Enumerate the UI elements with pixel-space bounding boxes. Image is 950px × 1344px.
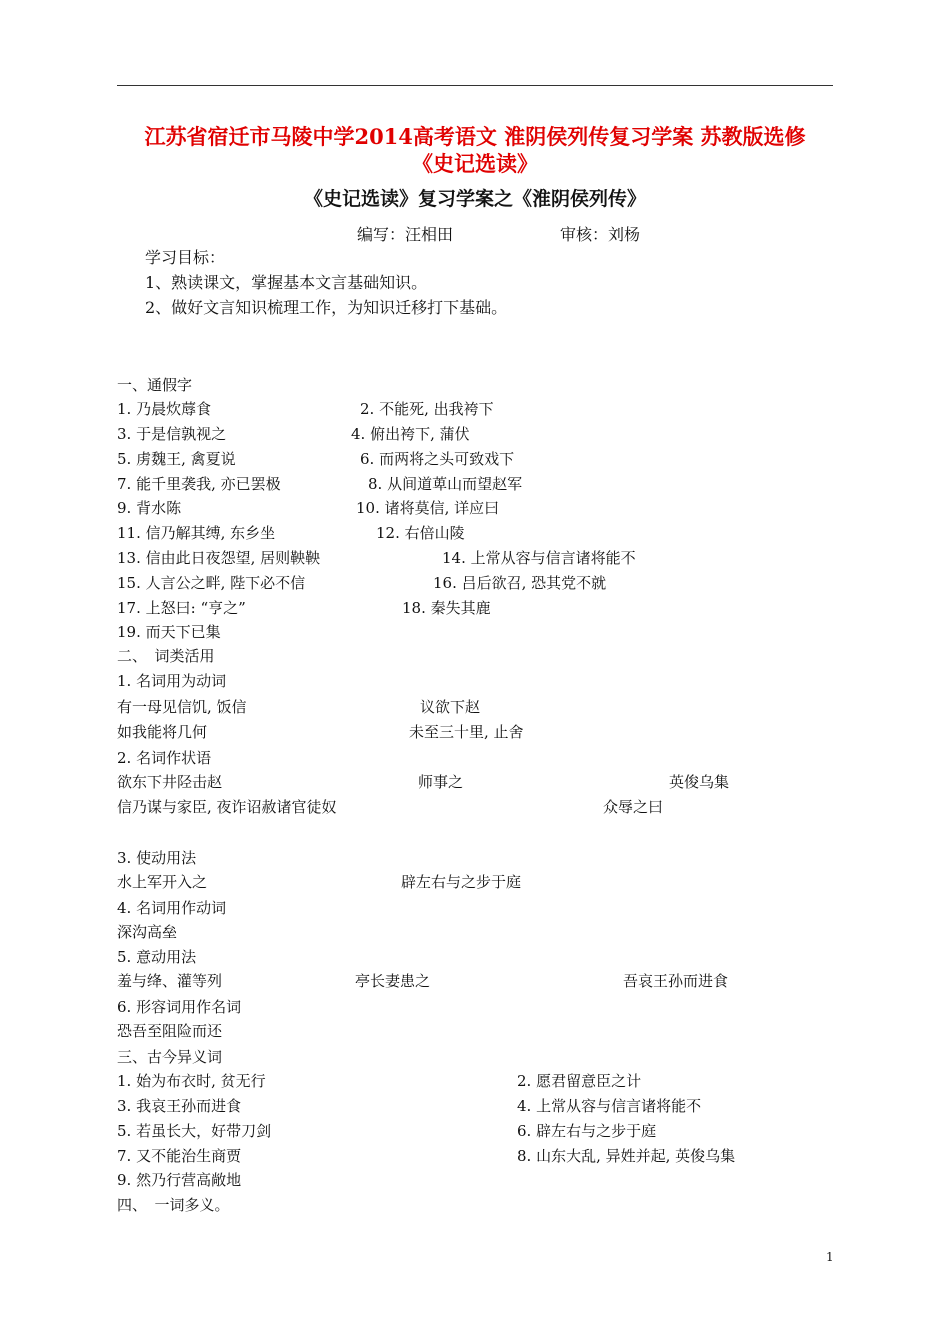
exercise-item: 6. 辟左右与之步于庭	[517, 1122, 657, 1140]
header-rule	[117, 85, 833, 86]
document-title-line1: 江苏省宿迁市马陵中学2014高考语文 淮阴侯列传复习学案 苏教版选修	[144, 124, 806, 149]
exercise-item: 英俊乌集	[669, 773, 730, 791]
exercise-item: 8. 从间道萆山而望赵军	[368, 475, 523, 493]
document-title-line2: 《史记选读》	[412, 151, 538, 176]
exercise-item: 有一母见信饥, 饭信	[117, 698, 247, 716]
subsection-heading: 6. 形容词用作名词	[117, 998, 242, 1016]
exercise-item: 信乃谋与家臣, 夜诈诏赦诸官徒奴	[117, 798, 337, 816]
subsection-heading: 2. 名词作状语	[117, 749, 212, 767]
exercise-item: 恐吾至阻险而还	[117, 1022, 223, 1040]
exercise-item: 11. 信乃解其缚, 东乡坐	[117, 524, 276, 542]
section-heading: 二、 词类活用	[117, 647, 215, 665]
subsection-heading: 5. 意动用法	[117, 948, 197, 966]
author-credit: 编写：汪相田	[357, 225, 454, 244]
exercise-item: 众辱之曰	[603, 798, 664, 816]
exercise-item: 深沟高垒	[117, 923, 178, 941]
exercise-item: 17. 上怒曰: “亨之”	[117, 599, 246, 617]
goal-item: 1、熟读课文，掌握基本文言基础知识。	[145, 273, 428, 292]
exercise-item: 7. 又不能治生商贾	[117, 1147, 242, 1165]
exercise-item: 19. 而天下已集	[117, 623, 221, 641]
exercise-item: 6. 而两将之头可致戏下	[360, 450, 515, 468]
exercise-item: 议欲下赵	[420, 698, 481, 716]
exercise-item: 10. 诸将莫信, 详应曰	[356, 499, 500, 517]
subsection-heading: 3. 使动用法	[117, 849, 197, 867]
exercise-item: 辟左右与之步于庭	[401, 873, 522, 891]
exercise-item: 7. 能千里袭我, 亦已罢极	[117, 475, 281, 493]
exercise-item: 3. 于是信孰视之	[117, 425, 227, 443]
section-heading: 三、古今异义词	[117, 1048, 223, 1066]
exercise-item: 吾哀王孙而进食	[623, 972, 729, 990]
goal-item: 2、做好文言知识梳理工作，为知识迁移打下基础。	[145, 298, 508, 317]
exercise-item: 3. 我哀王孙而进食	[117, 1097, 242, 1115]
exercise-item: 4. 俯出袴下, 蒲伏	[351, 425, 470, 443]
exercise-item: 1. 乃晨炊蓐食	[117, 400, 212, 418]
goals-label: 学习目标：	[145, 248, 226, 267]
section-heading: 一、通假字	[117, 376, 193, 394]
section-heading: 四、 一词多义。	[117, 1196, 230, 1214]
exercise-item: 8. 山东大乱, 异姓并起, 英俊乌集	[517, 1147, 736, 1165]
exercise-item: 水上军开入之	[117, 873, 208, 891]
exercise-item: 亭长妻患之	[355, 972, 431, 990]
exercise-item: 14. 上常从容与信言诸将能不	[442, 549, 636, 567]
exercise-item: 2. 不能死, 出我袴下	[360, 400, 494, 418]
exercise-item: 欲东下井陉击赵	[117, 773, 223, 791]
exercise-item: 2. 愿君留意臣之计	[517, 1072, 642, 1090]
exercise-item: 18. 秦失其鹿	[402, 599, 491, 617]
exercise-item: 5. 若虽长大，好带刀剑	[117, 1122, 272, 1140]
exercise-item: 4. 上常从容与信言诸将能不	[517, 1097, 702, 1115]
exercise-item: 9. 然乃行营高敞地	[117, 1171, 242, 1189]
page-number: 1	[826, 1250, 834, 1264]
exercise-item: 未至三十里, 止舍	[409, 723, 524, 741]
document-subtitle: 《史记选读》复习学案之《淮阴侯列传》	[303, 188, 646, 210]
subsection-heading: 1. 名词用为动词	[117, 672, 227, 690]
exercise-item: 羞与绛、灌等列	[117, 972, 223, 990]
exercise-item: 5. 虏魏王, 禽夏说	[117, 450, 236, 468]
exercise-item: 12. 右倍山陵	[376, 524, 465, 542]
reviewer-credit: 审核：刘杨	[560, 225, 641, 244]
exercise-item: 15. 人言公之畔, 陛下必不信	[117, 574, 306, 592]
exercise-item: 13. 信由此日夜怨望, 居则鞅鞅	[117, 549, 321, 567]
exercise-item: 1. 始为布衣时, 贫无行	[117, 1072, 266, 1090]
subsection-heading: 4. 名词用作动词	[117, 899, 227, 917]
exercise-item: 16. 吕后欲召, 恐其党不就	[433, 574, 607, 592]
exercise-item: 9. 背水陈	[117, 499, 182, 517]
exercise-item: 师事之	[418, 773, 464, 791]
exercise-item: 如我能将几何	[117, 723, 208, 741]
